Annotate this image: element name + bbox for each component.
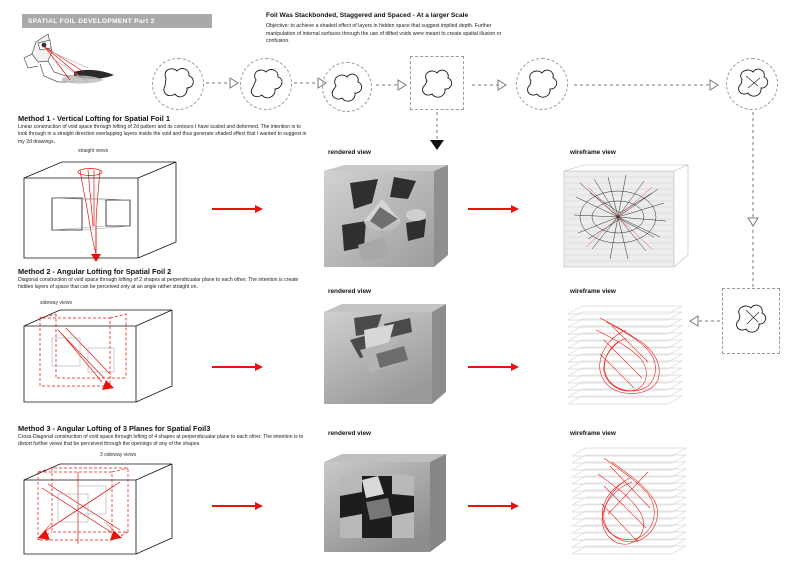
chain-arrow-7: [688, 314, 722, 328]
page-title: SPATIAL FOIL DEVELOPMENT Part 2: [28, 17, 155, 25]
blob-stage-2: [240, 58, 292, 110]
method-3-arrow-1: [212, 505, 256, 507]
chain-down-arrow: [426, 110, 448, 154]
method-1-rendered-caption: rendered view: [328, 149, 371, 156]
method-3-rendered-caption: rendered view: [328, 430, 371, 437]
chain-arrow-5: [572, 78, 722, 92]
blob-stage-1: [152, 58, 204, 110]
method-2-body: Diagonal construction of void space through lofting of 2 shapes at perpendicualar plane to each other. The intention is create hidden layers of space that can be perceived only at an angle rather straight on.: [18, 277, 299, 291]
header-note: [266, 12, 516, 46]
method-3-rendered-cube: [318, 450, 450, 560]
blob-stage-3: [322, 62, 372, 112]
method-1-view-label: straight views: [78, 148, 109, 154]
method-2-view-label: sideway views: [40, 300, 72, 306]
method-3-heading: Method 3 - Angular Lofting of 3 Planes for Spatial Foil3: [18, 424, 211, 433]
method-3-view-label: 3 sideway views: [100, 452, 137, 458]
method-3-body: Cross-Diagonal construction of void space through lofting of 4 shapes at perpendicualar plane to each other. The intention is to distort further views that be perceived through the openings of any of the shapes.: [18, 434, 304, 448]
method-1-rendered-cube: [320, 163, 450, 273]
method-1-wireframe-caption: wireframe view: [570, 149, 616, 156]
method-1-line-diagram: [18, 160, 188, 265]
method-3-arrow-2: [468, 505, 512, 507]
method-2-arrow-2: [468, 366, 512, 368]
method-1-heading: Method 1 - Vertical Lofting for Spatial Foil 1: [18, 114, 170, 123]
chain-arrow-1: [204, 76, 242, 90]
blob-stage-6: [726, 58, 778, 110]
chain-arrow-6: [742, 110, 764, 300]
method-2-wireframe-caption: wireframe view: [570, 288, 616, 295]
chain-arrow-3: [374, 78, 410, 92]
blob-stage-7: [722, 288, 780, 354]
method-3-wireframe-caption: wireframe view: [570, 430, 616, 437]
chain-arrow-4: [470, 78, 510, 92]
method-1-arrow-1: [212, 208, 256, 210]
method-2-heading: Method 2 - Angular Lofting for Spatial Foil 2: [18, 267, 172, 276]
method-2-line-diagram: [18, 308, 188, 408]
method-1-body: Linear construction of void space through lofting of 2d pattern and its contours I have scaled and deformed. The intention is to look through in a straight direction overlapping layers inside the void and thus generate shaded effect that I wanted to suggest in my 2d drawings.: [18, 124, 307, 145]
head-sketch-illustration: [18, 28, 138, 90]
method-2-rendered-cube: [320, 302, 450, 412]
blob-stage-4: [410, 56, 464, 110]
method-2-wireframe-cube: [560, 300, 690, 412]
page-title-bar: [22, 14, 212, 28]
method-2-rendered-caption: rendered view: [328, 288, 371, 295]
method-1-arrow-2: [468, 208, 512, 210]
method-2-arrow-1: [212, 366, 256, 368]
header-note-heading: Foil Was Stackbonded, Staggered and Spaced - At a larger Scale: [266, 12, 469, 19]
method-3-line-diagram: [18, 460, 188, 560]
header-note-body: Objective: to achieve a shaded effect of layers in hidden space that suggest implied depth. Further manipulation of internal surfaces through the use of tilfted voids were meant to create spatial illusion or confusion.: [266, 23, 502, 45]
method-3-wireframe-cube: [562, 442, 694, 558]
method-1-wireframe-cube: [560, 163, 690, 273]
blob-stage-5: [516, 58, 568, 110]
